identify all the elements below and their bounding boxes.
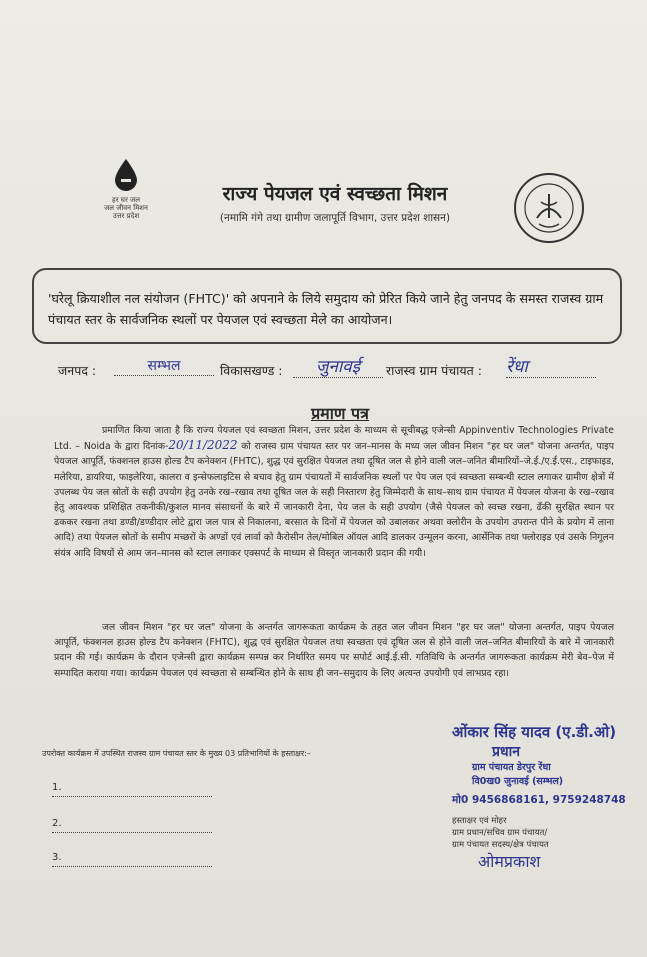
subject-text: 'घरेलू क्रियाशील नल संयोजन (FHTC)' को अपनाने के लिये समुदाय को प्रेरित किये जाने हेतु जनपद के समस्त राजस्व ग्राम पंचायत स्तर के सार्वजनिक स्थलों पर पेयजल एवं स्वच्छता मेले का आयोजन।: [48, 291, 604, 327]
panchayat-value: रेंधा: [506, 357, 528, 377]
signature-line-2: 2.: [52, 818, 212, 833]
certificate-paragraph-2: [54, 620, 614, 681]
signature-line-3: 3.: [52, 852, 212, 867]
up-government-seal-icon: [513, 172, 585, 244]
signature-line-1: 1.: [52, 782, 212, 797]
para2-text: जल जीवन मिशन "हर घर जल" योजना के अन्तर्गत जागरूकता कार्यक्रम के तहत जल जीवन मिशन "हर घर जल" योजना अन्तर्गत, पाइप पेयजल आपूर्ति, फंक्शनल हाउस होल्ड टैप कनेक्शन (FHTC), शुद्ध एवं सुरक्षित पेयजल तथा स्वच्छता एवं दूषित जल से होने वाली जल–जनित बीमारियों के बारे में जानकारी प्रदान की गई। कार्यक्रम के दौरान एजेन्सी द्वारा कार्यक्रम सम्पन्न कर निर्धारित समय पर सपोर्ट आई.ई.सी. गतिविधि के अन्तर्गत जागरूकता कार्यक्रम मेरी बेव–पेज में सम्पादित कराया गया। कार्यक्रम पेयजल एवं स्वच्छता से सम्बन्धित होने के साथ ही जन–समुदाय के लिए अत्यन्त उपयोगी एवं लाभप्रद रहा।: [54, 622, 614, 679]
signatory-caption: [452, 815, 642, 851]
page-title: राज्य पेयजल एवं स्वच्छता मिशन: [222, 183, 448, 205]
pradhan-stamp: [452, 722, 642, 807]
block-value: जुनावई: [315, 357, 361, 377]
district-value: सम्भल: [147, 358, 181, 374]
logo-text-3: उत्तर प्रदेश: [112, 212, 140, 220]
certificate-paragraph-1: [54, 423, 614, 561]
panchayat-label: राजस्व ग्राम पंचायत :: [386, 363, 482, 378]
para1-rest: को राजस्व ग्राम पंचायत स्तर पर जन–मानस के मध्य जल जीवन मिशन "हर घर जल" योजना अन्तर्गत, पाइप पेयजल आपूर्ति, फंक्शनल हाउस होल्ड टैप कनेक्शन (FHTC), शुद्ध एवं सुरक्षित पेयजल तथा दूषित जल से होने वाली जल–जनित बीमारियों–जे.ई./ए.ई.एस., टाइफाइड, मलेरिया, डायरिया, फाइलेरिया, कालरा व इन्सेफलाइटिस से बचाव हेतु ग्राम पंचायतों में सार्वजनिक स्थलों पर पेय जल एवं स्वच्छता सम्बन्धी स्टाल लगाकर ग्रामीण क्षेत्रों में उपलब्ध पेय जल स्रोतों के सही उपयोग हेतु उनके रख–रखाव तथा दूषित जल के सही निस्तारण हेतु जिम्मेदारी के साथ–साथ ग्राम पंचायत में पेयजल योजना के रख–रखाव हेतु आवश्यक प्रशिक्षित तकनीकी/कुशल मानव संसाधनों के बारे में जानकारी देना, पेय जल के सही उपयोग (जैसे पेयजल को स्वच्छ रखना, ढँकी सुरक्षित स्थान पर ढककर रखना तथा डण्डी/डण्डीदार लोटे द्वारा जल पात्र से निकालना, बरसात के दिनों में पेयजल को उबालकर अथवा क्लोरीन के उपयोग उपरान्त पीने के प्रयोग में लाना आदि) तथा पेयजल स्रोतों के समीप मच्छरों के अण्डों एवं लार्वा को कैरोसीन तेल/मोबिल ऑयल आदि डालकर उन्मूलन करना, आर्सेनिक तथा फ्लोराइड एवं उसके निगूलन संयंत्र आदि विषयों से आम जन–मानस को स्टाल लगाकर एक्सपर्ट के माध्यम से विस्तृत जानकारी प्रदान की गयी।: [54, 441, 614, 559]
event-date: 20/11/2022: [168, 438, 238, 453]
district-label: जनपद :: [58, 363, 97, 378]
stamp-name: ओंकार सिंह यादव (ए.डी.ओ): [452, 723, 617, 741]
subject-box: [32, 268, 622, 344]
stamp-place: ग्राम पंचायत डेरपुर रेंधा: [472, 762, 551, 773]
water-drop-icon: [113, 158, 139, 192]
stamp-mobile: मो0 9456868161, 9759248748: [452, 794, 626, 806]
signatory-caption-1: हस्ताक्षर एवं मोहर: [452, 816, 507, 826]
signatory-caption-2: ग्राम प्रधान/सचिव ग्राम पंचायत/: [452, 828, 548, 838]
handwritten-signature: ओमप्रकाश: [478, 852, 541, 871]
logo-text-1: हर घर जल: [112, 196, 140, 204]
certificate-title: प्रमाण पत्र: [311, 404, 369, 423]
para1-start: प्रमाणित किया जाता है कि राज्य पेयजल एवं स्वच्छता मिशन, उत्तर प्रदेश के माध्यम से सूचीबद्ध एजेन्सी Appinventiv Technologies Private Ltd. – Noida के द्वारा दिनांक-: [54, 425, 614, 453]
stamp-block: वि0ख0 जुनावई (सम्भल): [472, 776, 564, 787]
block-label: विकासखण्ड :: [220, 363, 283, 378]
page-subtitle: (नमामि गंगे तथा ग्रामीण जलापूर्ति विभाग, उत्तर प्रदेश शासन): [219, 212, 451, 224]
signatures-note: उपरोक्त कार्यक्रम में उपस्थित राजस्व ग्राम पंचायत स्तर के मुख्य 03 प्रतिभागियों के हस्ताक्षर:–: [42, 749, 311, 758]
har-ghar-jal-logo: [96, 158, 156, 220]
stamp-designation: प्रधान: [492, 744, 520, 760]
signatory-caption-3: ग्राम पंचायत सदस्य/क्षेत्र पंचायत: [452, 840, 549, 850]
logo-text-2: जल जीवन मिशन: [104, 204, 148, 212]
